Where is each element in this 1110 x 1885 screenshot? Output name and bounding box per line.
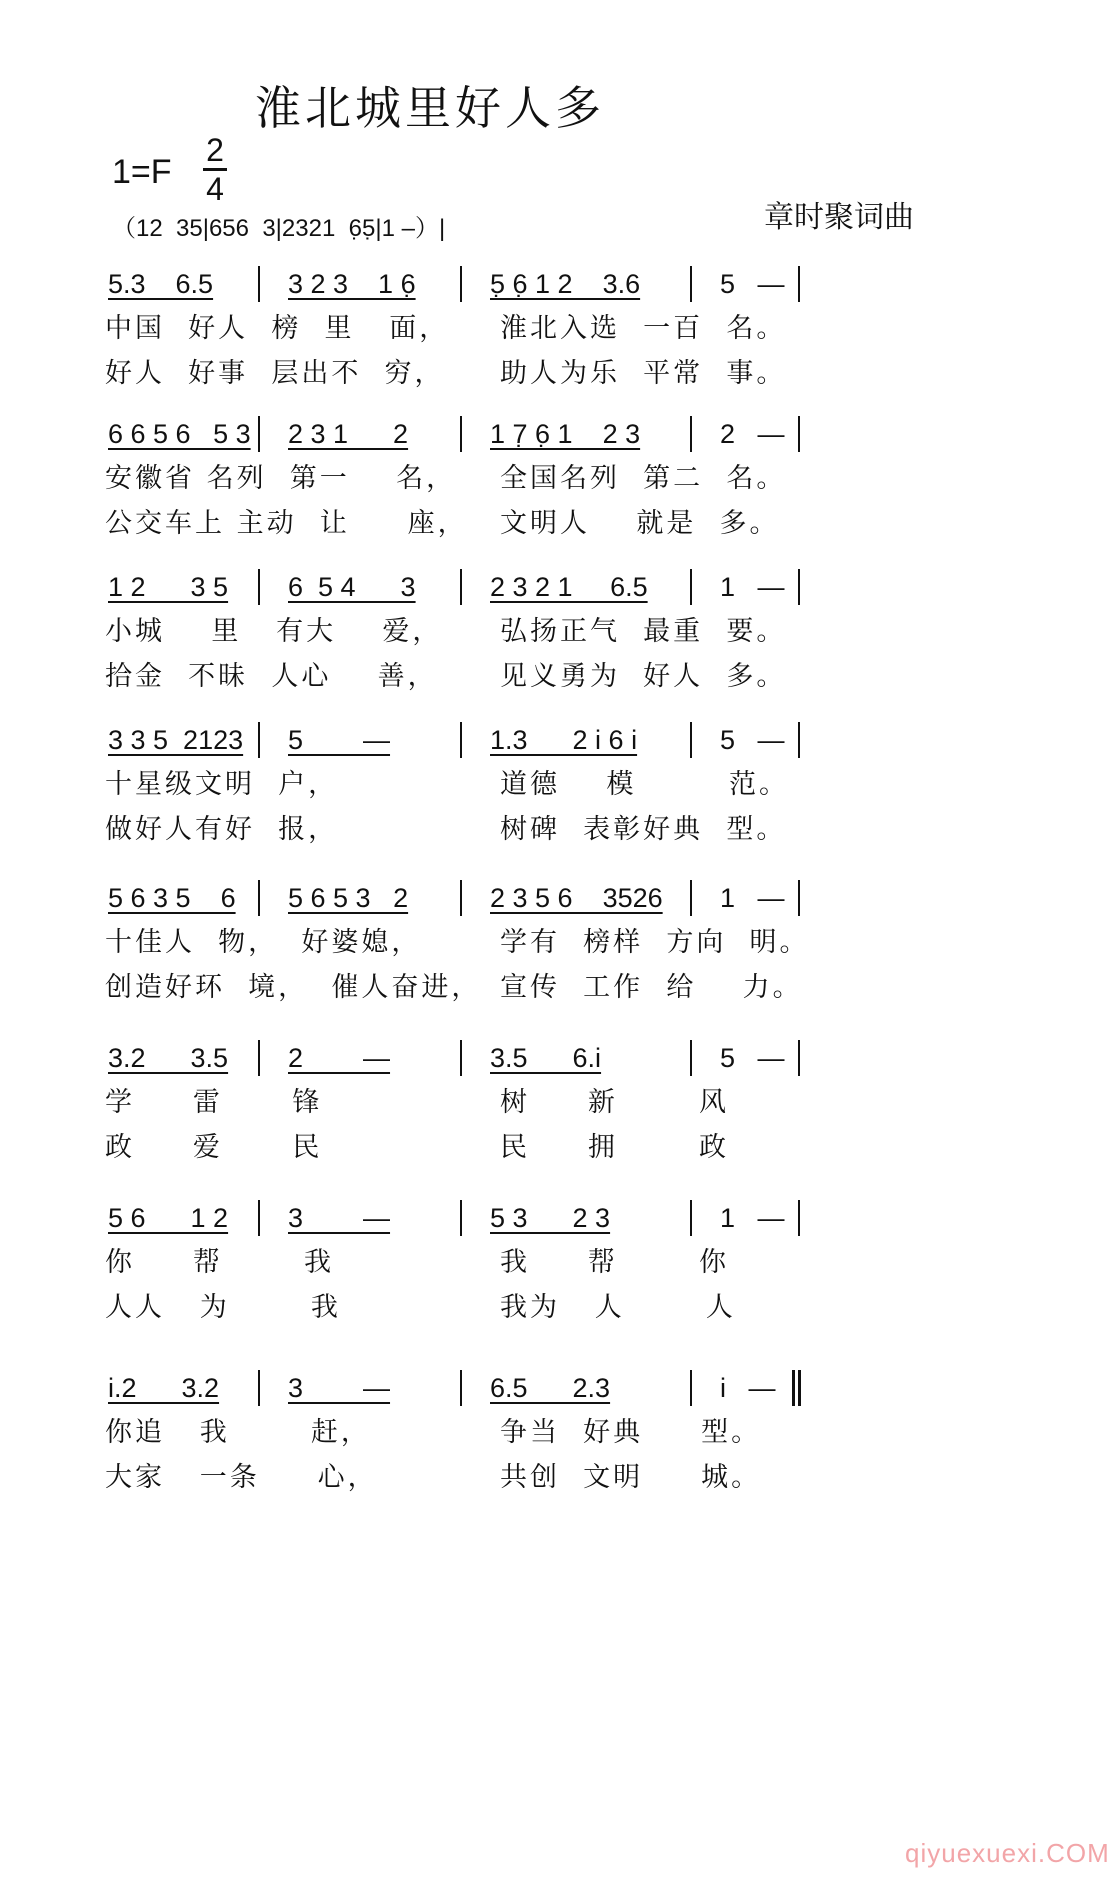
time-signature: [203, 134, 227, 205]
barline: [798, 880, 800, 916]
measure: [460, 565, 690, 609]
lyric-verse-1: 小城 里 有大 爱，: [105, 616, 443, 647]
lyric-verse-2: 树碑 表彰好典 型。: [500, 814, 787, 845]
barline: [258, 722, 260, 758]
barline: [798, 1200, 800, 1236]
measure: [108, 565, 258, 609]
lyric-verse-1: 学有 榜样 方向 明。: [500, 927, 810, 958]
measure: [690, 262, 798, 306]
lyric-verse-1: 你 帮 我: [105, 1247, 334, 1278]
barline: [798, 1370, 801, 1406]
measure-notes: 2 3 5 6 3526: [490, 883, 663, 913]
measure: [108, 262, 258, 306]
measure-notes: 1 —: [720, 883, 785, 913]
measure: [690, 412, 798, 456]
measure: [108, 876, 258, 920]
lyric-verse-2: 我为 人 人: [500, 1292, 736, 1323]
measure-notes: 5 6 1 2: [108, 1203, 229, 1233]
lyric-verse-1: 弘扬正气 最重 要。: [500, 616, 787, 647]
barline: [690, 880, 692, 916]
lyric-verse-2: 助人为乐 平常 事。: [500, 358, 787, 389]
lyric-verse-2: 见义勇为 好人 多。: [500, 661, 787, 692]
lyric-verse-2: 大家 一条 心，: [105, 1462, 378, 1493]
time-signature-top: 2: [206, 132, 224, 168]
measure: [258, 262, 460, 306]
measure-notes: 1 —: [720, 1203, 785, 1233]
measure-notes: 3 3 5 2123: [108, 725, 244, 755]
measure-notes: 5 —: [720, 269, 785, 299]
measure-notes: i.2 3.2: [108, 1373, 220, 1403]
barline: [460, 1370, 462, 1406]
lyric-verse-2: 创造好环 境， 催人奋进，: [105, 972, 482, 1003]
barline: [460, 880, 462, 916]
barline: [690, 569, 692, 605]
prelude-notation: （12 35|656 3|2321 6̣5̣|1 –）|: [112, 215, 446, 242]
barline: [690, 266, 692, 302]
measure-notes: 5 3 2 3: [490, 1203, 611, 1233]
measure-notes: 1.3 2 i 6 i: [490, 725, 638, 755]
barline: [460, 416, 462, 452]
measure-notes: 5 —: [720, 1043, 785, 1073]
measure: [460, 718, 690, 762]
measure: [690, 565, 798, 609]
song-title: 淮北城里好人多: [255, 81, 605, 135]
measure-notes: 5 —: [720, 725, 785, 755]
barline: [798, 569, 800, 605]
measure-notes: 3.2 3.5: [108, 1043, 229, 1073]
measure-notes: 2 —: [288, 1043, 391, 1073]
measure-notes: 2 —: [720, 419, 785, 449]
measure: [460, 262, 690, 306]
measure-notes: 6 5 4 3: [288, 572, 416, 602]
measure: [108, 718, 258, 762]
lyric-verse-2: 人人 为 我: [105, 1292, 341, 1323]
lyric-verse-2: 文明人 就是 多。: [500, 508, 780, 539]
measure: [258, 1036, 460, 1080]
watermark: qiyuexuexi.COM: [905, 1838, 1110, 1868]
measure: [258, 718, 460, 762]
measure-notes: 3 2 3 1 6̣: [288, 269, 416, 299]
barline: [460, 722, 462, 758]
measure-notes: 5̣ 6̣ 1 2 3.6: [490, 269, 641, 299]
measure-notes: 5 —: [288, 725, 391, 755]
barline: [258, 1040, 260, 1076]
measure-notes: 1 2 3 5: [108, 572, 229, 602]
measure-notes: i —: [720, 1373, 776, 1403]
barline: [258, 1200, 260, 1236]
lyric-verse-1: 全国名列 第二 名。: [500, 463, 787, 494]
barline: [258, 1370, 260, 1406]
measure-notes: 6.5 2.3: [490, 1373, 611, 1403]
measure: [690, 1366, 798, 1410]
measure: [258, 1196, 460, 1240]
barline: [798, 1040, 800, 1076]
lyric-verse-2: 好人 好事 层出不 穷，: [105, 358, 445, 389]
lyric-verse-2: 拾金 不昧 人心 善，: [105, 661, 438, 692]
barline: [258, 266, 260, 302]
lyric-verse-1: 你追 我 赶，: [105, 1417, 371, 1448]
measure: [690, 718, 798, 762]
key-signature: 1=F: [112, 153, 172, 191]
lyric-verse-2: 共创 文明 城。: [500, 1462, 762, 1493]
lyric-verse-1: 树 新 风: [500, 1087, 729, 1118]
lyric-verse-1: 学 雷 锋: [105, 1087, 323, 1118]
measure-notes: 3.5 6.i: [490, 1043, 602, 1073]
measure-notes: 2 3 1 2: [288, 419, 409, 449]
lyric-verse-2: 做好人有好 报，: [105, 814, 339, 845]
barline: [460, 1040, 462, 1076]
measure: [258, 876, 460, 920]
measure-notes: 5 6 5 3 2: [288, 883, 409, 913]
measure: [108, 1196, 258, 1240]
measure: [690, 1196, 798, 1240]
barline: [258, 569, 260, 605]
measure: [108, 412, 258, 456]
lyric-verse-1: 安徽省 名列 第一 名，: [105, 463, 457, 494]
barline: [690, 722, 692, 758]
lyric-verse-1: 争当 好典 型。: [500, 1417, 762, 1448]
barline: [690, 1200, 692, 1236]
lyric-verse-1: 十星级文明 户，: [105, 769, 339, 800]
barline: [460, 1200, 462, 1236]
barline: [798, 266, 800, 302]
measure: [108, 1366, 258, 1410]
measure-notes: 1 7̣ 6̣ 1 2 3: [490, 419, 641, 449]
lyric-verse-2: 公交车上 主动 让 座，: [105, 508, 468, 539]
measure-notes: 3 —: [288, 1203, 391, 1233]
measure-notes: 5 6 3 5 6: [108, 883, 236, 913]
composer-credit: 章时聚词曲: [764, 200, 914, 235]
barline: [460, 569, 462, 605]
measure-notes: 5.3 6.5: [108, 269, 214, 299]
barline: [258, 416, 260, 452]
barline: [690, 416, 692, 452]
measure: [258, 1366, 460, 1410]
measure: [258, 412, 460, 456]
barline: [798, 416, 800, 452]
barline: [690, 1370, 692, 1406]
measure-notes: 6 6 5 6 5 3: [108, 419, 251, 449]
measure: [108, 1036, 258, 1080]
measure: [460, 1036, 690, 1080]
measure: [460, 1196, 690, 1240]
time-signature-bottom: 4: [206, 171, 224, 207]
measure-notes: 3 —: [288, 1373, 391, 1403]
barline: [690, 1040, 692, 1076]
lyric-verse-1: 淮北入选 一百 名。: [500, 313, 787, 344]
measure: [460, 1366, 690, 1410]
measure: [460, 412, 690, 456]
barline: [460, 266, 462, 302]
measure: [690, 876, 798, 920]
measure-notes: 2 3 2 1 6.5: [490, 572, 648, 602]
barline: [258, 880, 260, 916]
barline: [798, 722, 800, 758]
lyric-verse-1: 我 帮 你: [500, 1247, 729, 1278]
measure: [258, 565, 460, 609]
measure-notes: 1 —: [720, 572, 785, 602]
measure: [690, 1036, 798, 1080]
lyric-verse-2: 民 拥 政: [500, 1132, 729, 1163]
lyric-verse-2: 政 爱 民: [105, 1132, 323, 1163]
lyric-verse-1: 中国 好人 榜 里 面，: [105, 313, 450, 344]
lyric-verse-1: 十佳人 物， 好婆媳，: [105, 927, 422, 958]
lyric-verse-1: 道德 模 范。: [500, 769, 789, 800]
lyric-verse-2: 宣传 工作 给 力。: [500, 972, 803, 1003]
measure: [460, 876, 690, 920]
